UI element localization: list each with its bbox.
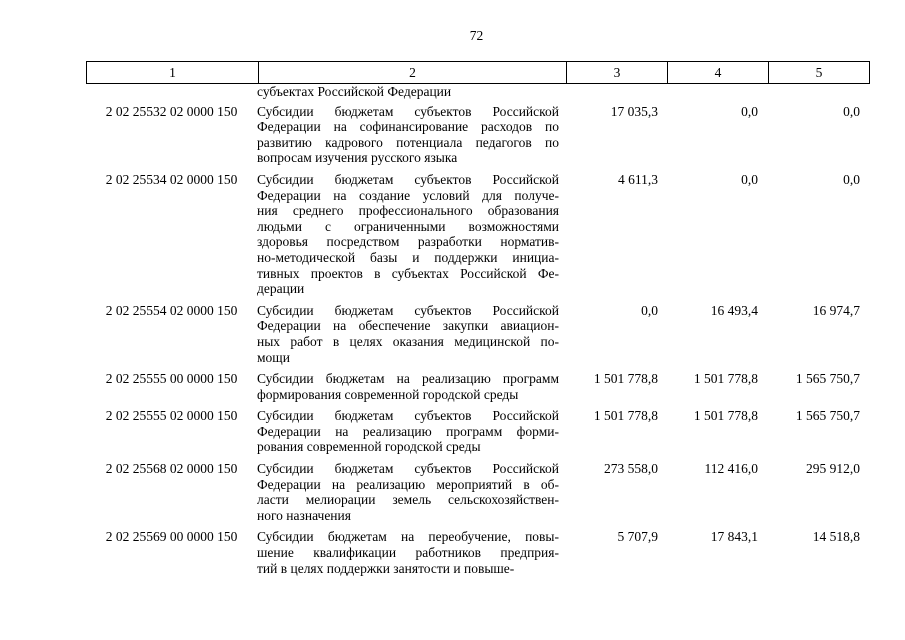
description-line: Субсидии бюджетам субъектов Российской xyxy=(257,408,559,424)
description-line: здоровья посредством разработки норматив- xyxy=(257,234,559,250)
amount-col-3: 17 035,3 xyxy=(610,103,658,119)
budget-code: 2 02 25555 00 0000 150 xyxy=(105,371,238,387)
description-line: Федерации на софинансирование расходов по xyxy=(257,119,559,135)
description-line: ласти мелиорации земель сельскохозяйствен- xyxy=(257,492,559,508)
row-description xyxy=(257,408,564,455)
table-row xyxy=(86,104,866,166)
table-row xyxy=(86,303,866,365)
table-row xyxy=(86,172,866,297)
description-line: дерации xyxy=(257,281,305,297)
column-header-table xyxy=(86,61,870,84)
continuation-row xyxy=(86,84,866,100)
description-line: Федерации на обеспечение закупки авиацион- xyxy=(257,318,559,334)
description-line: Субсидии бюджетам на реализацию программ xyxy=(257,371,559,387)
continuation-code-cell xyxy=(86,84,257,100)
budget-code: 2 02 25569 00 0000 150 xyxy=(105,529,238,545)
amount-col-5: 14 518,8 xyxy=(812,529,860,545)
amount-col-5: 0,0 xyxy=(843,103,860,119)
amount-col-5: 16 974,7 xyxy=(812,302,860,318)
description-line: Федерации на создание условий для получе- xyxy=(257,187,559,203)
amount-col-4: 1 501 778,8 xyxy=(693,408,758,424)
description-line: Субсидии бюджетам на переобучение, повы- xyxy=(257,529,559,545)
amount-col-4: 1 501 778,8 xyxy=(693,371,758,387)
description-line: формирования современной городской среды xyxy=(257,386,519,402)
budget-code: 2 02 25554 02 0000 150 xyxy=(105,302,238,318)
description-line: но-методической базы и поддержки инициа- xyxy=(257,249,559,265)
description-line: ных работ в целях оказания медицинской по- xyxy=(257,333,559,349)
row-description xyxy=(257,104,564,166)
table-row xyxy=(86,461,866,523)
column-header-row xyxy=(87,62,870,84)
amount-col-3: 4 611,3 xyxy=(618,171,658,187)
page-number: 72 xyxy=(469,28,484,43)
description-line: тивных проектов в субъектах Российской Фе- xyxy=(257,265,559,281)
amount-col-3: 1 501 778,8 xyxy=(593,408,658,424)
budget-code: 2 02 25534 02 0000 150 xyxy=(105,171,238,187)
description-line: шение квалификации работников предприя- xyxy=(257,545,559,561)
description-line: Федерации на реализацию программ форми- xyxy=(257,423,559,439)
description-line: Субсидии бюджетам субъектов Российской xyxy=(257,461,559,477)
description-line: людьми с ограниченными возможностями xyxy=(257,218,559,234)
column-header-1: 1 xyxy=(87,62,259,84)
row-description xyxy=(257,461,564,523)
amount-col-5: 0,0 xyxy=(843,171,860,187)
row-description xyxy=(257,303,564,365)
amount-col-3: 0,0 xyxy=(641,302,658,318)
description-line: Федерации на реализацию мероприятий в об- xyxy=(257,476,559,492)
description-line: субъектах Российской Федерации xyxy=(257,84,452,99)
budget-code: 2 02 25532 02 0000 150 xyxy=(105,103,238,119)
description-line: ного назначения xyxy=(257,507,351,523)
description-line: ния среднего профессионального образования xyxy=(257,203,559,219)
column-header-3: 3 xyxy=(567,62,668,84)
table-row xyxy=(86,529,866,576)
budget-code: 2 02 25555 02 0000 150 xyxy=(105,408,238,424)
amount-col-5: 1 565 750,7 xyxy=(795,408,860,424)
description-line: тий в целях поддержки занятости и повыше- xyxy=(257,560,515,576)
description-line: Субсидии бюджетам субъектов Российской xyxy=(257,171,559,187)
amount-col-5: 295 912,0 xyxy=(806,461,860,477)
continuation-description xyxy=(257,84,564,100)
description-line: рования современной городской среды xyxy=(257,439,481,455)
table-row xyxy=(86,371,866,402)
amount-col-4: 0,0 xyxy=(741,171,758,187)
amount-col-4: 112 416,0 xyxy=(704,461,758,477)
amount-col-4: 0,0 xyxy=(741,103,758,119)
amount-col-5: 1 565 750,7 xyxy=(795,371,860,387)
amount-col-3: 273 558,0 xyxy=(604,461,658,477)
amount-col-3: 1 501 778,8 xyxy=(593,371,658,387)
description-line: мощи xyxy=(257,349,290,365)
column-header-4: 4 xyxy=(668,62,769,84)
amount-col-4: 17 843,1 xyxy=(710,529,758,545)
row-description xyxy=(257,371,564,402)
table-row xyxy=(86,408,866,455)
column-header-5: 5 xyxy=(769,62,870,84)
amount-col-4: 16 493,4 xyxy=(710,302,758,318)
budget-code: 2 02 25568 02 0000 150 xyxy=(105,461,238,477)
row-description xyxy=(257,529,564,576)
description-line: вопросам изучения русского языка xyxy=(257,150,458,166)
column-header-2: 2 xyxy=(259,62,567,84)
description-line: Субсидии бюджетам субъектов Российской xyxy=(257,103,559,119)
row-description xyxy=(257,172,564,297)
description-line: Субсидии бюджетам субъектов Российской xyxy=(257,302,559,318)
amount-col-3: 5 707,9 xyxy=(617,529,658,545)
description-line: развитию кадрового потенциала педагогов по xyxy=(257,134,559,150)
budget-table-body xyxy=(86,84,866,582)
